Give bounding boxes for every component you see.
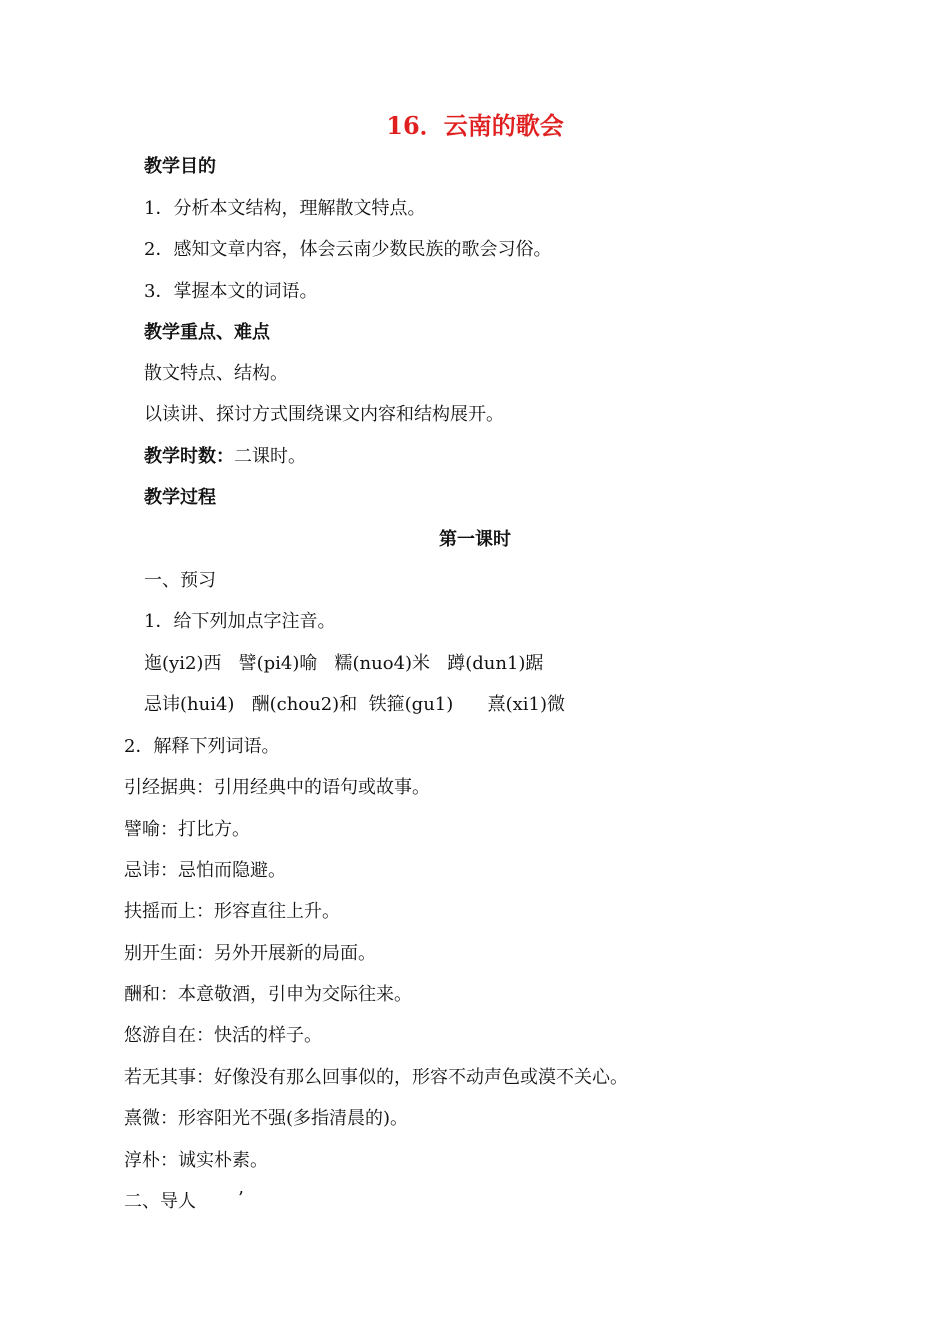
vocab-item: 酬和：本意敬酒，引申为交际往来。 bbox=[124, 984, 412, 1005]
document-title: 16．云南的歌会 bbox=[386, 111, 564, 140]
task-vocab: 2．解释下列词语。 bbox=[124, 736, 280, 757]
objectives-heading: 教学目的 bbox=[144, 156, 216, 177]
teaching-hours-value: 二课时。 bbox=[234, 446, 306, 467]
pinyin-row-2: 忌讳(hui4) 酬(chou2)和 铁箍(gu1) 熹(xi1)微 bbox=[144, 694, 565, 715]
process-heading: 教学过程 bbox=[144, 487, 216, 508]
vocab-item: 引经据典：引用经典中的语句或故事。 bbox=[124, 777, 430, 798]
task-pinyin: 1．给下列加点字注音。 bbox=[144, 611, 336, 632]
vocab-item: 忌讳：忌怕而隐避。 bbox=[124, 860, 286, 881]
vocab-item: 别开生面：另外开展新的局面。 bbox=[124, 943, 376, 964]
objective-item-1: 1．分析本文结构，理解散文特点。 bbox=[144, 198, 426, 219]
teaching-hours bbox=[144, 444, 306, 470]
vocab-item: 熹微：形容阳光不强(多指清晨的)。 bbox=[124, 1108, 409, 1129]
vocab-item: 扶摇而上：形容直往上升。 bbox=[124, 901, 340, 922]
vocab-item: 淳朴：诚实朴素。 bbox=[124, 1150, 268, 1171]
vocab-item: 譬喻：打比方。 bbox=[124, 819, 250, 840]
objective-item-3: 3．掌握本文的词语。 bbox=[144, 281, 318, 302]
objective-item-2: 2．感知文章内容，体会云南少数民族的歌会习俗。 bbox=[144, 239, 552, 260]
key-point-item-2: 以读讲、探讨方式围绕课文内容和结构展开。 bbox=[144, 404, 504, 425]
teaching-hours-label: 教学时数： bbox=[144, 446, 234, 467]
section-intro-heading: 二、导人 bbox=[124, 1191, 196, 1212]
pinyin-row-1: 迤(yi2)西 譬(pi4)喻 糯(nuo4)米 蹲(dun1)踞 bbox=[144, 653, 544, 674]
lesson-heading: 第一课时 bbox=[439, 529, 511, 550]
stray-mark: ’ bbox=[238, 1188, 244, 1209]
key-points-heading: 教学重点、难点 bbox=[144, 322, 270, 343]
key-point-item-1: 散文特点、结构。 bbox=[144, 363, 288, 384]
vocab-item: 若无其事：好像没有那么回事似的，形容不动声色或漠不关心。 bbox=[124, 1067, 628, 1088]
section-preview-heading: 一、预习 bbox=[144, 570, 216, 591]
vocab-item: 悠游自在：快活的样子。 bbox=[124, 1025, 322, 1046]
